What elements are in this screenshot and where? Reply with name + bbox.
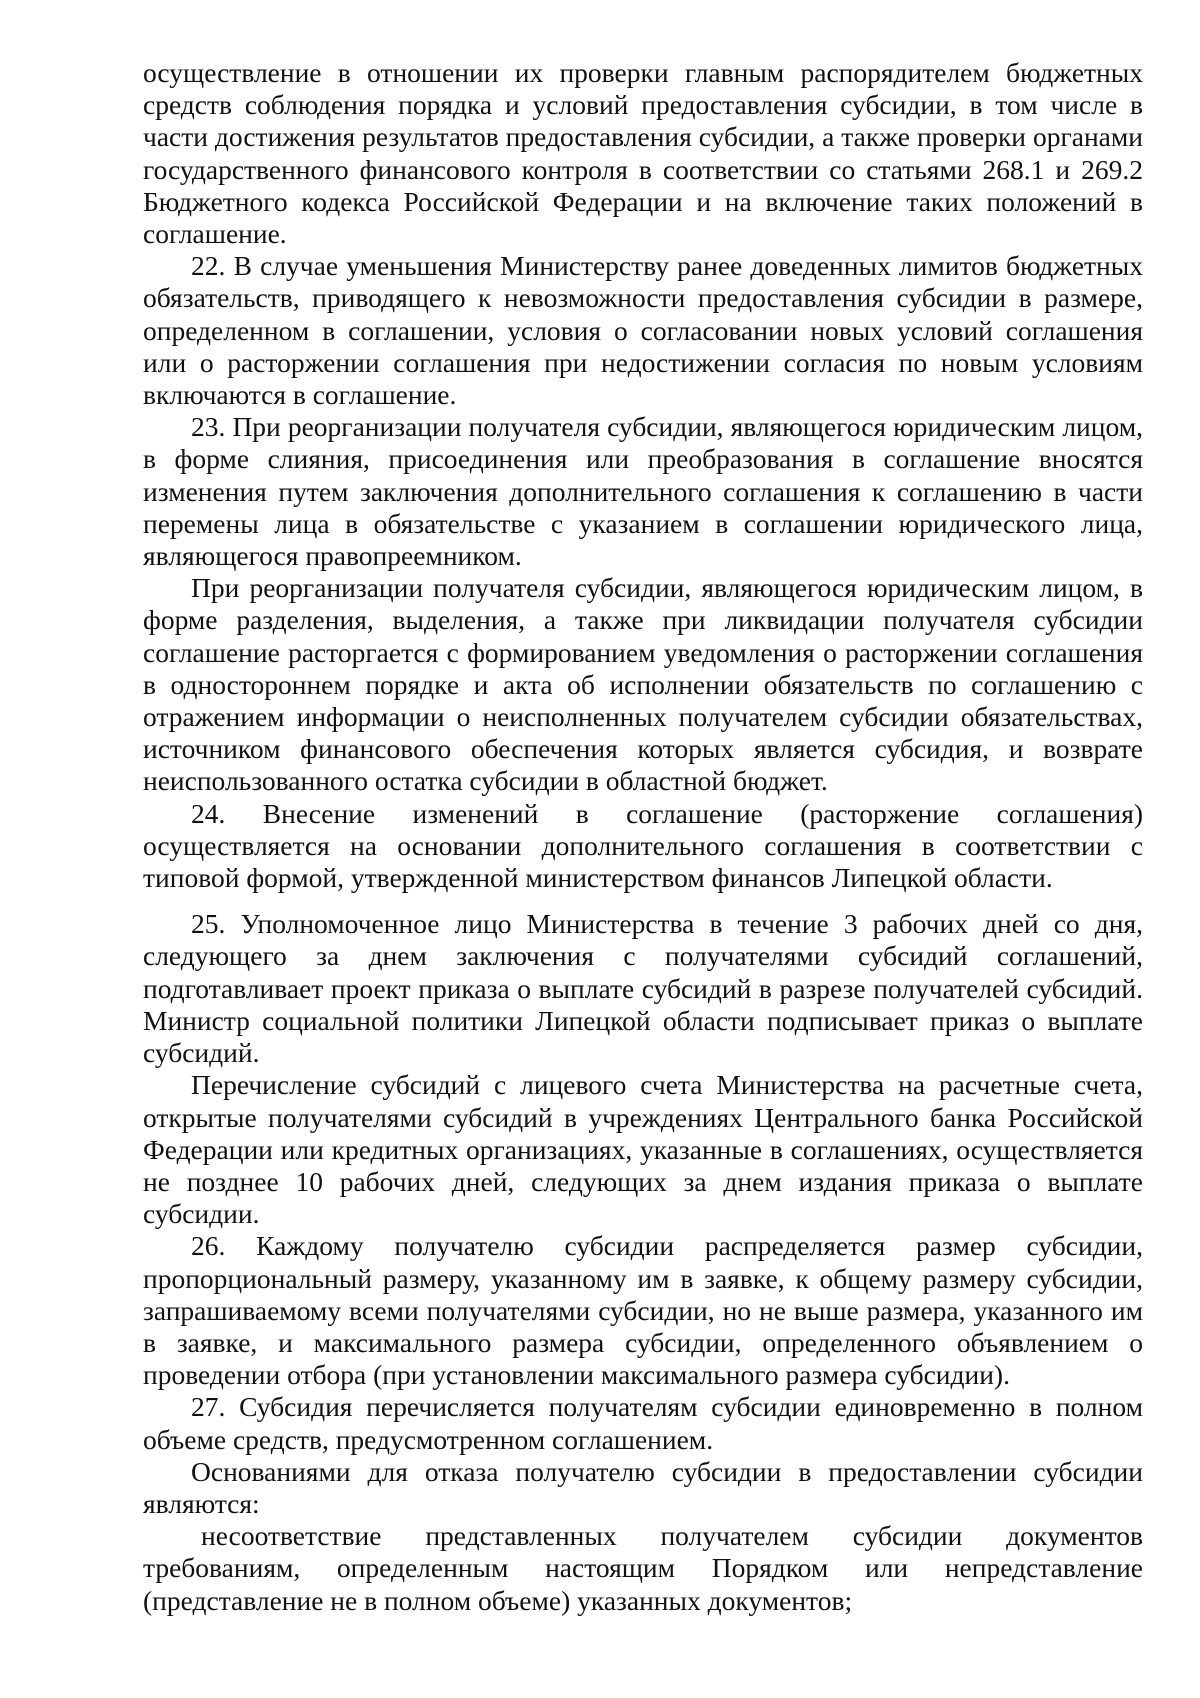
paragraph-25-transfer: Перечисление субсидий с лицевого счета Министерства на расчетные счета, открытые получателями субсидий в учреждениях Центрального банка Российской Федерации или кредитных организациях, указанные в соглашениях, осуществляется не позднее 10 рабочих дней, следующих за днем издания приказа о выплате субсидии. <box>143 1069 1143 1230</box>
paragraph-23: 23. При реорганизации получателя субсидии, являющегося юридическим лицом, в форме слияния, присоединения или преобразования в соглашение вносятся изменения путем заключения дополнительного соглашения к соглашению в части перемены лица в обязательстве с указанием в соглашении юридического лица, являющегося правопреемником. <box>143 411 1143 572</box>
paragraph-22: 22. В случае уменьшения Министерству ранее доведенных лимитов бюджетных обязательств, приводящего к невозможности предоставления субсидии в размере, определенном в соглашении, условия о согласовании новых условий соглашения или о расторжении соглашения при недостижении согласия по новым условиям включаются в соглашение. <box>143 250 1143 411</box>
paragraph-26: 26. Каждому получателю субсидии распределяется размер субсидии, пропорциональный размеру, указанному им в заявке, к общему размеру субсидии, запрашиваемому всеми получателями субсидии, но не выше размера, указанного им в заявке, и максимального размера субсидии, определенного объявлением о проведении отбора (при установлении максимального размера субсидии). <box>143 1230 1143 1391</box>
document-text <box>143 57 1143 1617</box>
paragraph-24: 24. Внесение изменений в соглашение (расторжение соглашения) осуществляется на основании дополнительного соглашения в соответствии с типовой формой, утвержденной министерством финансов Липецкой области. <box>143 797 1143 894</box>
paragraph-refusal-item: несоответствие представленных получателем субсидии документов требованиям, определенным настоящим Порядком или непредставление (представление не в полном объеме) указанных документов; <box>143 1520 1143 1616</box>
paragraph-25: 25. Уполномоченное лицо Министерства в течение 3 рабочих дней со дня, следующего за днем заключения с получателями субсидий соглашений, подготавливает проект приказа о выплате субсидий в разрезе получателей субсидий. Министр социальной политики Липецкой области подписывает приказ о выплате субсидий. <box>143 908 1143 1069</box>
paragraph-27: 27. Субсидия перечисляется получателям субсидии единовременно в полном объеме средств, предусмотренном соглашением. <box>143 1391 1143 1455</box>
paragraph-23-reorganization: При реорганизации получателя субсидии, являющегося юридическим лицом, в форме разделения, выделения, а также при ликвидации получателя субсидии соглашение расторгается с формированием уведомления о расторжении соглашения в одностороннем порядке и акта об исполнении обязательств по соглашению с отражением информации о неисполненных получателем субсидии обязательствах, источником финансового обеспечения которых является субсидия, и возврате неиспользованного остатка субсидии в областной бюджет. <box>143 572 1143 797</box>
paragraph-refusal-grounds: Основаниями для отказа получателю субсидии в предоставлении субсидии являются: <box>143 1455 1143 1519</box>
paragraph-continuation: осуществление в отношении их проверки главным распорядителем бюджетных средств соблюдения порядка и условий предоставления субсидии, в том числе в части достижения результатов предоставления субсидии, а также проверки органами государственного финансового контроля в соответствии со статьями 268.1 и 269.2 Бюджетного кодекса Российской Федерации и на включение таких положений в соглашение. <box>143 57 1143 250</box>
